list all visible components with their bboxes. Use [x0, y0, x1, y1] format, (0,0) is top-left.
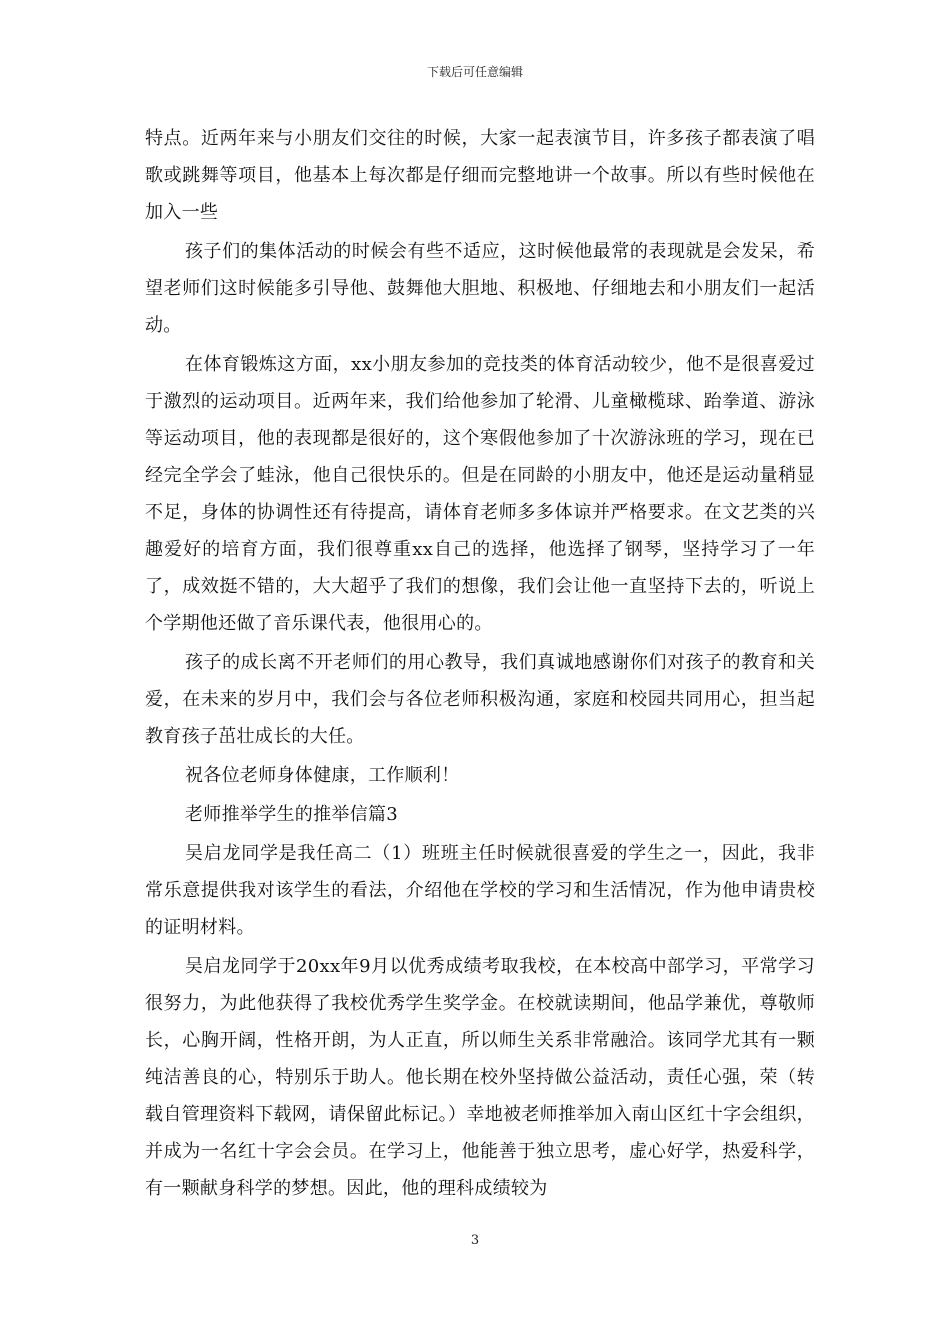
paragraph-introduction: 吴启龙同学是我任高二（1）班班主任时候就很喜爱的学生之一，因此，我非常乐意提供我对该学生的看法，介绍他在学校的学习和生活情况，作为他申请贵校的证明材料。: [145, 843, 815, 938]
section-heading: 老师推举学生的推举信篇3: [185, 804, 399, 825]
paragraph-student-details: 吴启龙同学于20xx年9月以优秀成绩考取我校，在本校高中部学习，平常学习很努力，为此他获得了我校优秀学生奖学金。在校就读期间，他品学兼优，尊敬师长，心胸开阔，性格开朗，为人正直，所以师生关系非常融洽。该同学尤其有一颗纯洁善良的心，特别乐于助人。他长期在校外坚持做公益活动，责任心强，荣（转载自管理资料下载网，请保留此标记。）幸地被老师推举加入南山区红十字会组织，并成为一名红十字会会员。在学习上，他能善于独立思考，虚心好学，热爱科学，有一颗献身科学的梦想。因此，他的理科成绩较为: [145, 956, 815, 1199]
paragraph-wishes: 祝各位老师身体健康，工作顺利！: [185, 765, 460, 786]
paragraph-collective-activities: 孩子们的集体活动的时候会有些不适应，这时候他最常的表现就是会发呆，希望老师们这时候能多引导他、鼓舞他大胆地、积极地、仔细地去和小朋友们一起活动。: [145, 241, 815, 336]
page-header: 下载后可任意编辑: [426, 65, 523, 79]
paragraph-sports-and-arts: 在体育锻炼这方面，xx小朋友参加的竞技类的体育活动较少，他不是很喜爱过于激烈的运动项目。近两年来，我们给他参加了轮滑、儿童橄榄球、跆拳道、游泳等运动项目，他的表现都是很好的，这个寒假他参加了十次游泳班的学习，现在已经完全学会了蛙泳，他自己很快乐的。但是在同龄的小朋友中，他还是运动量稍显不足，身体的协调性还有待提高，请体育老师多多体谅并严格要求。在文艺类的兴趣爱好的培育方面，我们很尊重xx自己的选择，他选择了钢琴，坚持学习了一年了，成效挺不错的，大大超乎了我们的想像，我们会让他一直坚持下去的，听说上个学期他还做了音乐课代表，他很用心的。: [145, 354, 815, 634]
page-number: 3: [470, 1233, 480, 1248]
paragraph-gratitude: 孩子的成长离不开老师们的用心教导，我们真诚地感谢你们对孩子的教育和关爱，在未来的岁月中，我们会与各位老师积极沟通，家庭和校园共同用心，担当起教育孩子茁壮成长的大任。: [145, 652, 815, 747]
document-body: [145, 120, 815, 1209]
paragraph-continuation: 特点。近两年来与小朋友们交往的时候，大家一起表演节目，许多孩子都表演了唱歌或跳舞等项目，他基本上每次都是仔细而完整地讲一个故事。所以有些时候他在加入一些: [145, 128, 815, 223]
